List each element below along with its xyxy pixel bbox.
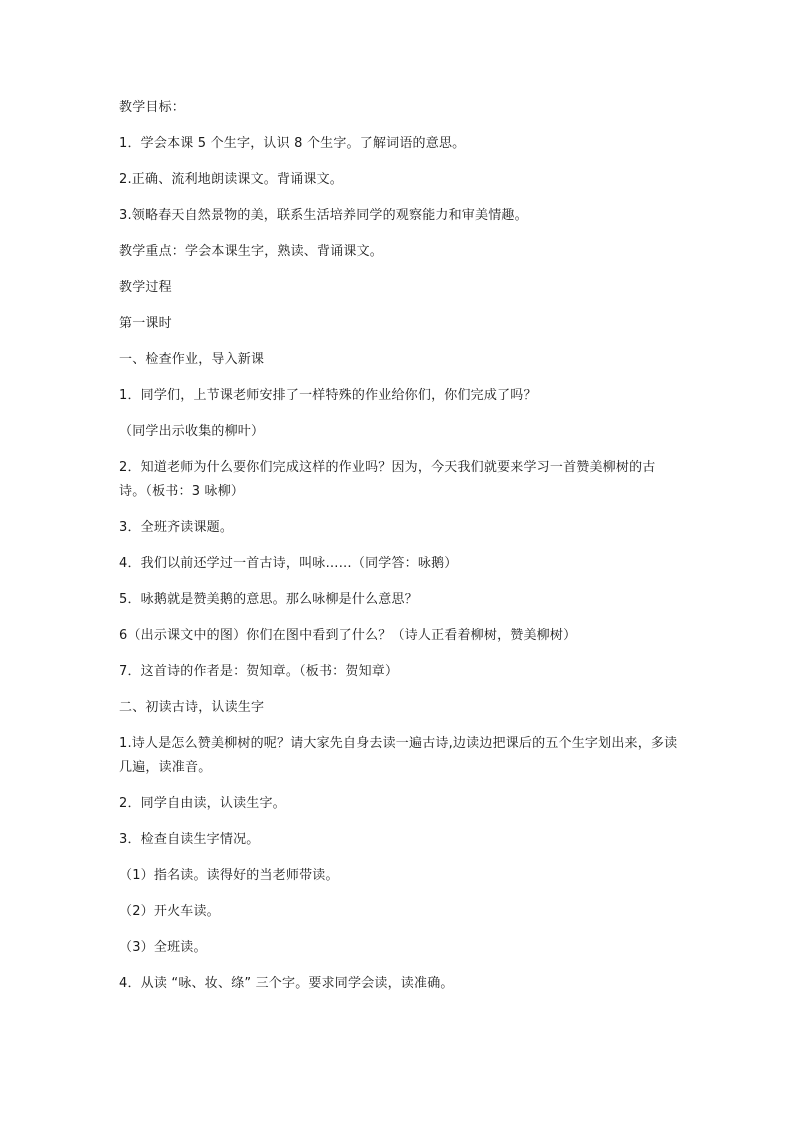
heading-teaching-goals: 教学目标： xyxy=(119,100,186,115)
step-2-3-a: （1）指名读。读得好的当老师带读。 xyxy=(119,868,339,883)
section-heading-2: 二、初读古诗，认读生字 xyxy=(119,700,265,715)
section-heading-1: 一、检查作业，导入新课 xyxy=(119,352,265,367)
step-2-4: 4．从读 “咏、妆、绦” 三个字。要求同学会读，读准确。 xyxy=(119,976,454,991)
step-2-1: 1.诗人是怎么赞美柳树的呢？请大家先自身去读一遍古诗,边读边把课后的五个生字划出来，多读几遍，读准音。 xyxy=(119,736,678,775)
step-1-4: 4．我们以前还学过一首古诗，叫咏……（同学答：咏鹅） xyxy=(119,556,458,571)
step-1-note: （同学出示收集的柳叶） xyxy=(119,424,265,439)
step-1-1: 1．同学们，上节课老师安排了一样特殊的作业给你们，你们完成了吗？ xyxy=(119,388,537,403)
step-1-6: 6（出示课文中的图）你们在图中看到了什么？（诗人正看着柳树，赞美柳树） xyxy=(119,628,577,643)
goal-item-1: 1．学会本课 5 个生字，认识 8 个生字。了解词语的意思。 xyxy=(119,136,466,151)
step-1-2: 2．知道老师为什么要你们完成这样的作业吗？因为，今天我们就要来学习一首赞美柳树的古诗。（板书：3 咏柳） xyxy=(119,460,656,499)
step-2-3-c: （3）全班读。 xyxy=(119,940,207,955)
document-body xyxy=(119,96,679,1008)
step-2-3: 3．检查自读生字情况。 xyxy=(119,832,260,847)
heading-first-lesson: 第一课时 xyxy=(119,316,172,331)
goal-item-3: 3.领略春天自然景物的美，联系生活培养同学的观察能力和审美情趣。 xyxy=(119,208,528,223)
step-2-2: 2．同学自由读，认读生字。 xyxy=(119,796,286,811)
goal-item-2: 2.正确、流利地朗读课文。背诵课文。 xyxy=(119,172,344,187)
heading-teaching-process: 教学过程 xyxy=(119,280,172,295)
step-1-3: 3．全班齐读课题。 xyxy=(119,520,234,535)
teaching-focus: 教学重点：学会本课生字，熟读、背诵课文。 xyxy=(119,244,384,259)
step-2-3-b: （2）开火车读。 xyxy=(119,904,220,919)
step-1-5: 5．咏鹅就是赞美鹅的意思。那么咏柳是什么意思？ xyxy=(119,592,418,607)
step-1-7: 7．这首诗的作者是：贺知章。（板书：贺知章） xyxy=(119,664,399,679)
